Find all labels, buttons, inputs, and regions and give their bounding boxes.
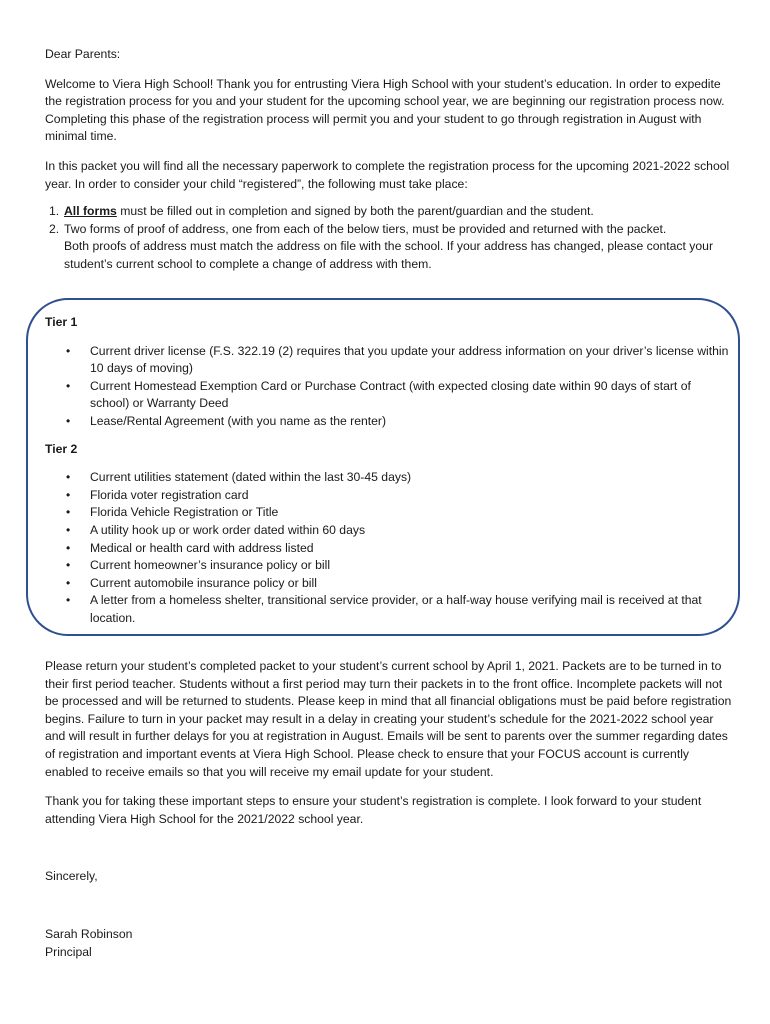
- letter-body: [45, 46, 735, 274]
- tier1-list: [45, 343, 730, 431]
- thanks-paragraph: Thank you for taking these important steps to ensure your student’s registration is complete. I look forward to your student attending Viera High School for the 2021/2022 school year.: [45, 794, 702, 826]
- bullet-icon: •: [66, 470, 71, 485]
- closing: Sincerely,: [45, 869, 98, 884]
- list-item-text: Current driver license (F.S. 322.19 (2) requires that you update your address information on your driver’s license within 10 days of moving): [90, 343, 729, 376]
- return-info-paragraph: Please return your student’s completed packet to your student’s current school by April 1, 2021. Packets are to be turned in to their first period teacher. Students without a first period may turn their packets in to the front office. Incomplete packets will not be processed and will be returned to students. Please keep in mind that all financial obligations must be paid before registration begins. Failure to turn in your packet may result in a delay in creating your student’s schedule for the 2021-2022 school year and will result in further delays for you at registration in August. Emails will be sent to parents over the summer regarding dates of registration and important events at Viera High School. Please check to ensure that your FOCUS account is currently enabled to receive emails so that you will receive my email update for your student.: [45, 659, 732, 779]
- tiers-content: [45, 314, 730, 638]
- list-item-text: A letter from a homeless shelter, transitional service provider, or a half-way house verifying mail is received at that location.: [90, 593, 702, 625]
- bullet-icon: •: [66, 593, 71, 608]
- list-item: [45, 487, 730, 505]
- intro-paragraph: Welcome to Viera High School! Thank you for entrusting Viera High School with your student’s education. In order to expedite the registration process for you and your student for the upcoming school year, we are beginning our registration process now. Completing this phase of the registration process will permit you and your student to go through registration in August with minimal time.: [45, 76, 725, 144]
- requirement-emphasis: All forms: [64, 204, 117, 219]
- tier2-list: [45, 469, 730, 627]
- list-item-text: Current Homestead Exemption Card or Purchase Contract (with expected closing date within 90 days of start of school) or Warranty Deed: [90, 378, 691, 411]
- list-item-text: Current homeowner’s insurance policy or bill: [90, 558, 331, 573]
- requirement-text: Two forms of proof of address, one from each of the below tiers, must be provided and returned with the packet.: [64, 221, 667, 236]
- packet-intro-paragraph: In this packet you will find all the necessary paperwork to complete the registration process for the upcoming 2021-2022 school year. In order to consider your child “registered”, the following must take place:: [45, 158, 730, 191]
- greeting: Dear Parents:: [45, 47, 121, 61]
- bullet-icon: •: [66, 378, 71, 393]
- list-item: [45, 557, 730, 575]
- bullet-icon: •: [66, 575, 71, 590]
- list-item-text: A utility hook up or work order dated within 60 days: [90, 522, 366, 537]
- list-item: [45, 504, 730, 522]
- list-item: [45, 378, 730, 413]
- list-item: [45, 413, 730, 431]
- signer-name: Sarah Robinson: [45, 926, 133, 941]
- address-note: Both proofs of address must match the address on file with the school. If your address has changed, please contact your student’s current school to complete a change of address with them.: [64, 239, 714, 271]
- list-item: [45, 469, 730, 487]
- requirement-text: must be filled out in completion and signed by both the parent/guardian and the student.: [116, 204, 594, 219]
- list-item: [45, 522, 730, 540]
- list-item: [45, 540, 730, 558]
- bullet-icon: •: [66, 343, 71, 358]
- list-item: [45, 592, 730, 627]
- signer-title: Principal: [45, 944, 92, 959]
- list-item-text: Current utilities statement (dated within the last 30-45 days): [90, 470, 412, 485]
- tier2-title: Tier 2: [45, 441, 78, 456]
- list-item-text: Lease/Rental Agreement (with you name as the renter): [90, 413, 387, 428]
- bullet-icon: •: [66, 505, 71, 520]
- list-item: [45, 343, 730, 378]
- list-item-text: Florida Vehicle Registration or Title: [90, 505, 279, 520]
- list-item-text: Medical or health card with address listed: [90, 540, 314, 555]
- list-item-text: Current automobile insurance policy or bill: [90, 575, 317, 590]
- requirements-list: [45, 203, 735, 238]
- bullet-icon: •: [66, 413, 71, 428]
- list-item-text: Florida voter registration card: [90, 487, 249, 502]
- bullet-icon: •: [66, 558, 71, 573]
- bullet-icon: •: [66, 487, 71, 502]
- requirement-number: 1.: [49, 204, 60, 219]
- tier1-title: Tier 1: [45, 315, 78, 329]
- letter-closing-section: [45, 658, 735, 961]
- requirement-number: 2.: [49, 221, 60, 236]
- list-item: [45, 575, 730, 593]
- requirement-item: [45, 203, 735, 221]
- bullet-icon: •: [66, 540, 71, 555]
- requirement-item: [45, 221, 735, 239]
- bullet-icon: •: [66, 522, 71, 537]
